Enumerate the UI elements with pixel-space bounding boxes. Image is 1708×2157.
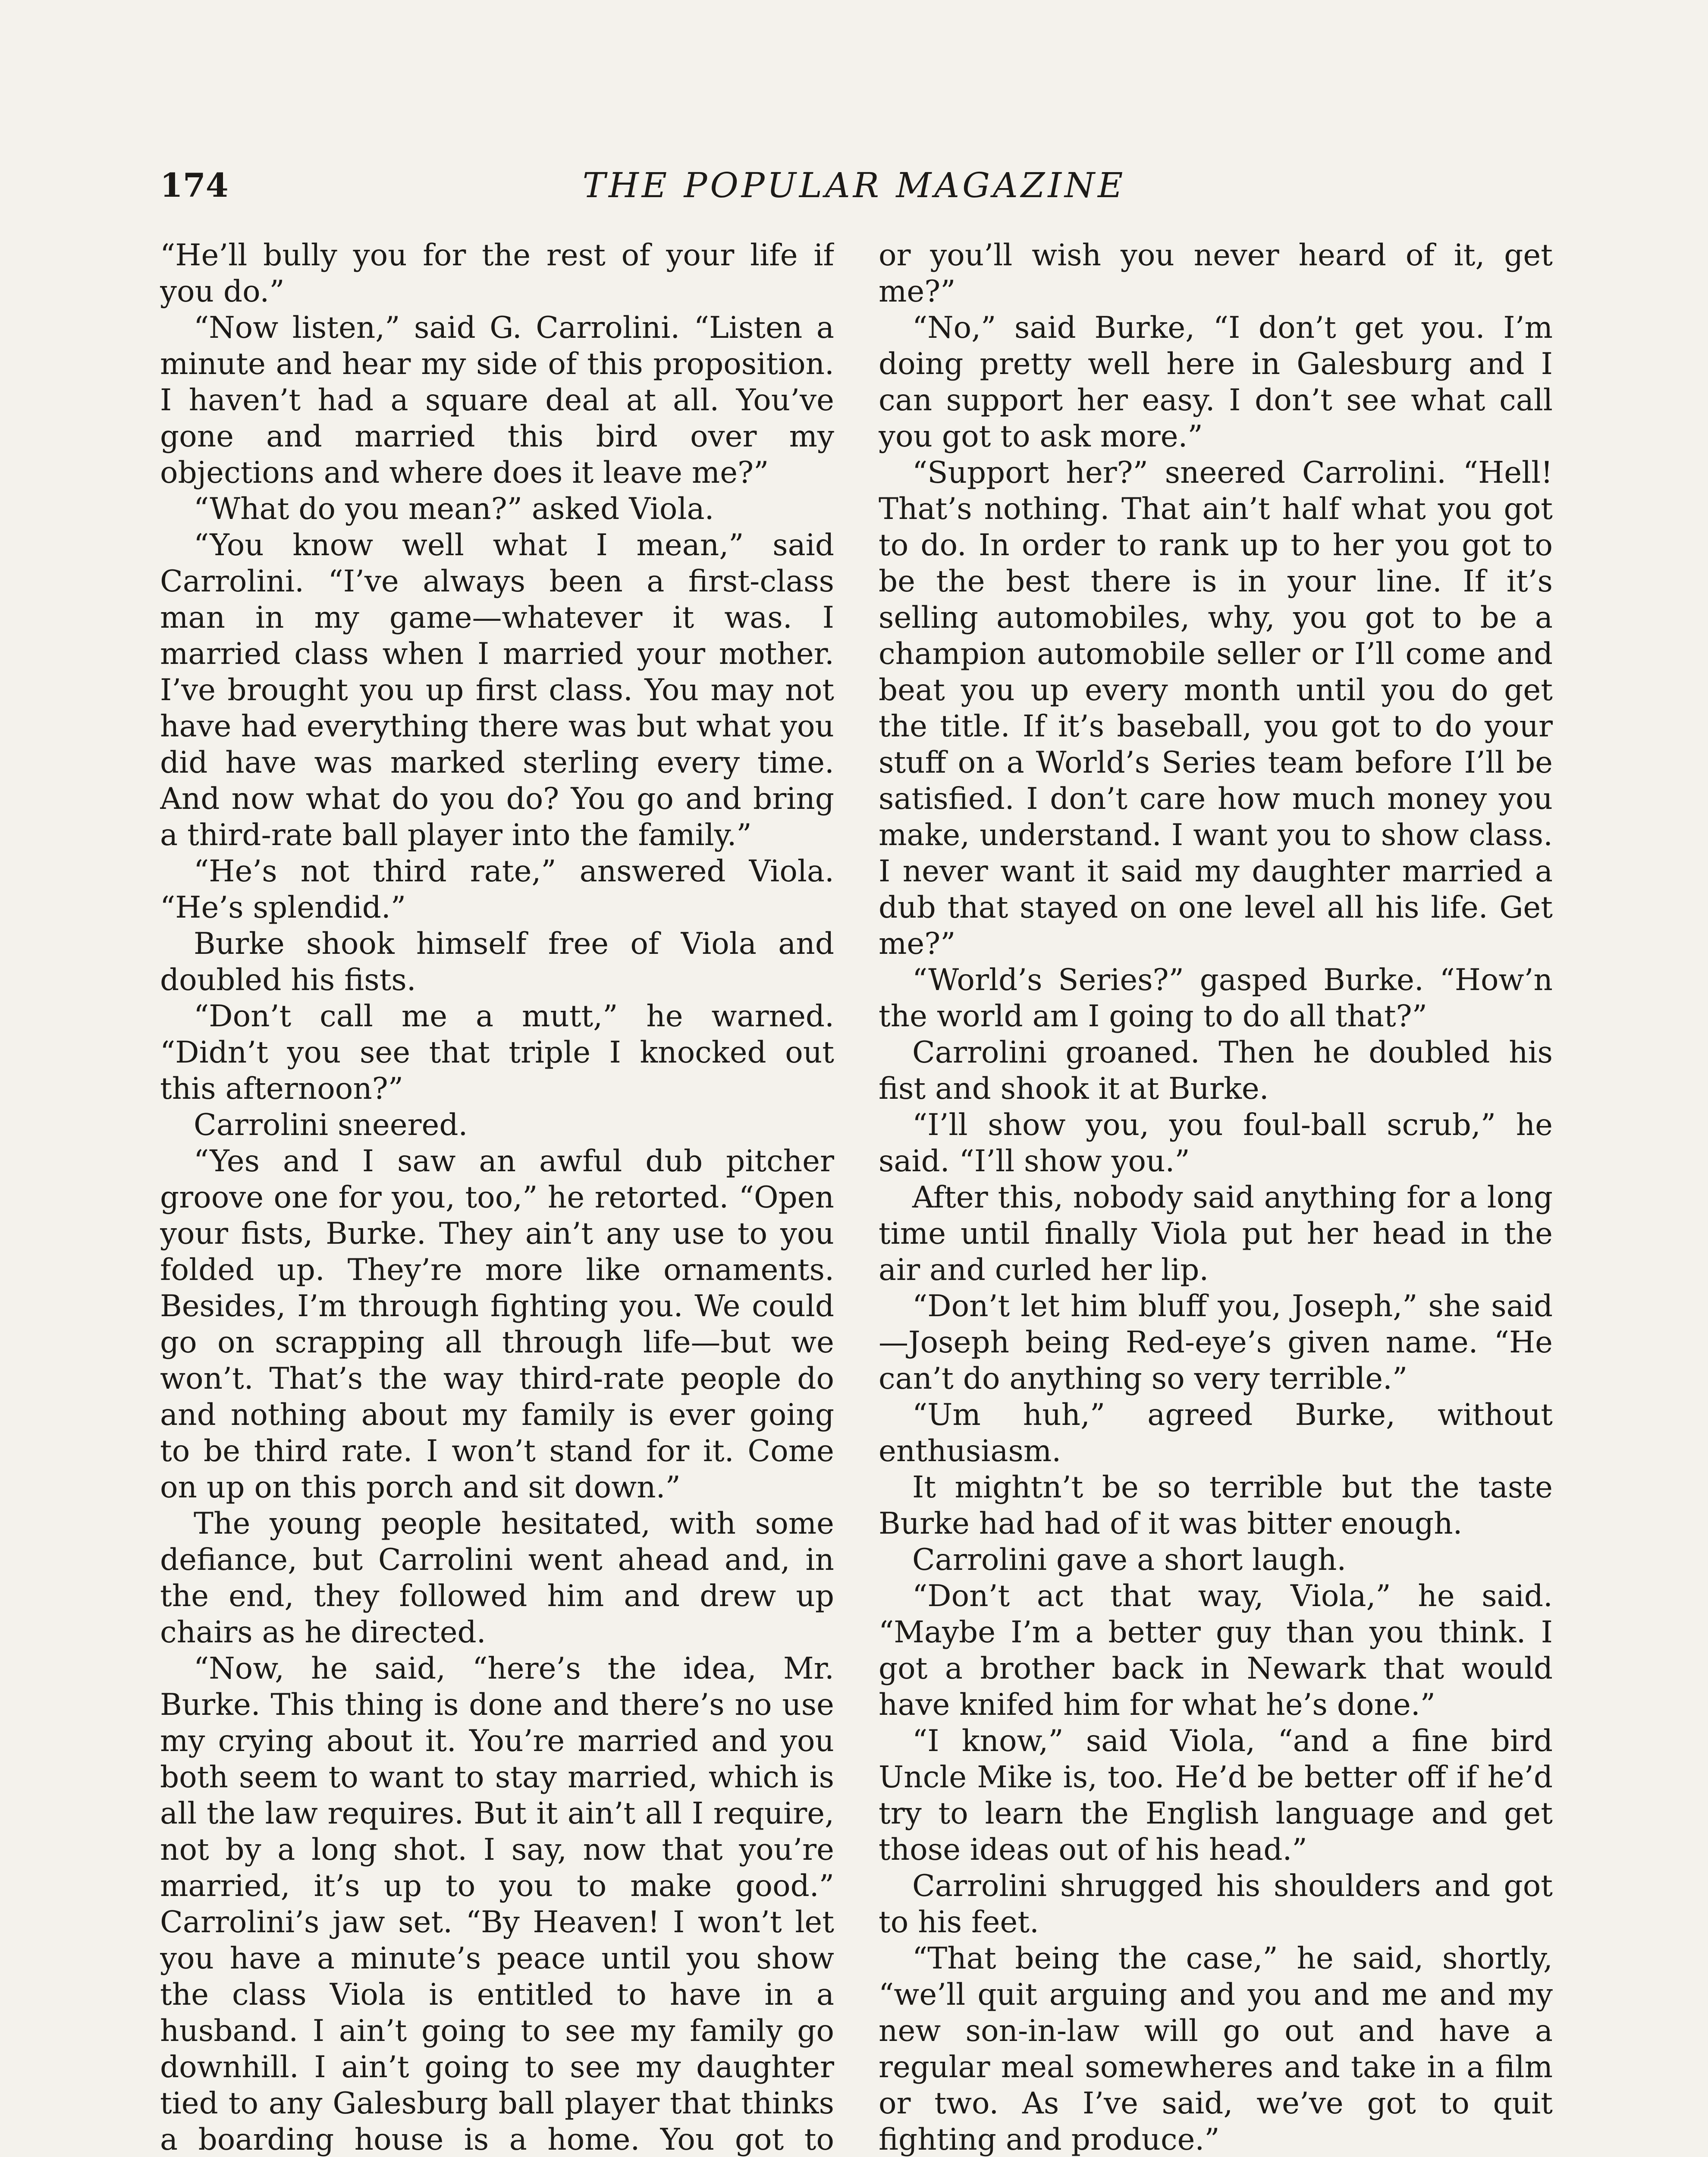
right-column xyxy=(879,237,1553,2157)
paragraph: Carrolini groaned. Then he doubled his fist and shook it at Burke. xyxy=(879,1035,1553,1106)
paragraph: “I’ll show you, you foul-ball scrub,” he said. “I’ll show you.” xyxy=(879,1108,1553,1179)
paragraph: “World’s Series?” gasped Burke. “How’n the world am I going to do all that?” xyxy=(879,963,1553,1034)
paragraph: “You know well what I mean,” said Carrolini. “I’ve always been a first-class man in my game—whatever it was. I married class when I married your mother. I’ve brought you up first class. You may not have had everything there was but what you did have was marked sterling every time. And now what do you do? You go and bring a third-rate ball player into the family.” xyxy=(160,528,834,852)
paragraph: “No,” said Burke, “I don’t get you. I’m doing pretty well here in Galesburg and I can support her easy. I don’t see what call you got to ask more.” xyxy=(879,311,1553,454)
paragraph: “Don’t let him bluff you, Joseph,” she said—Joseph being Red-eye’s given name. “He can’t do anything so very terrible.” xyxy=(879,1289,1553,1396)
magazine-title: THE POPULAR MAGAZINE xyxy=(582,165,1126,205)
paragraph: “Um huh,” agreed Burke, without enthusiasm. xyxy=(879,1398,1553,1468)
paragraph: “Now, he said, “here’s the idea, Mr. Burke. This thing is done and there’s no use my crying about it. You’re married and you both seem to want to stay married, which is all the law requires. But it ain’t all I require, not by a long shot. I say, now that you’re married, it’s up to you to make good.” Carrolini’s jaw set. “By Heaven! I won’t let you have a minute’s peace until you show the class Viola is entitled to have in a husband. I ain’t going to see my family go downhill. I ain’t going to see my daughter tied to any Galesburg ball player that thinks a boarding house is a home. You got to xyxy=(160,1651,834,2157)
paragraph: “Support her?” sneered Carrolini. “Hell! That’s nothing. That ain’t half what you got to do. In order to rank up to her you got to be the best there is in your line. If it’s selling automobiles, why, you got to be a champion automobile seller or I’ll come and beat you up every month until you do get the title. If it’s baseball, you got to do your stuff on a World’s Series team before I’ll be satisfied. I don’t care how much money you make, understand. I want you to show class. I never want it said my daughter married a dub that stayed on one level all his life. Get me?” xyxy=(879,456,1553,961)
paragraph: “That being the case,” he said, shortly, “we’ll quit arguing and you and me and my new son-in-law will go out and have a regular meal somewheres and take in a film or two. As I’ve said, we’ve got to quit fighting and produce.” xyxy=(879,1941,1553,2157)
paragraph: “I know,” said Viola, “and a fine bird Uncle Mike is, too. He’d be better off if he’d try to learn the English language and get those ideas out of his head.” xyxy=(879,1724,1553,1867)
paragraph: The young people hesitated, with some defiance, but Carrolini went ahead and, in the end, they followed him and drew up chairs as he directed. xyxy=(160,1506,834,1650)
paragraph: “Now listen,” said G. Carrolini. “Listen a minute and hear my side of this proposition. I haven’t had a square deal at all. You’ve gone and married this bird over my objections and where does it leave me?” xyxy=(160,311,834,490)
paragraph: “Don’t call me a mutt,” he warned. “Didn’t you see that triple I knocked out this afternoon?” xyxy=(160,999,834,1106)
paragraph: Carrolini gave a short laugh. xyxy=(912,1543,1347,1577)
page-number: 174 xyxy=(160,166,229,204)
paragraph: “Don’t act that way, Viola,” he said. “Maybe I’m a better guy than you think. I got a brother back in Newark that would have knifed him for what he’s done.” xyxy=(879,1579,1553,1722)
paragraph: “Yes and I saw an awful dub pitcher groove one for you, too,” he retorted. “Open your fists, Burke. They ain’t any use to you folded up. They’re more like ornaments. Besides, I’m through fighting you. We could go on scrapping all through life—but we won’t. That’s the way third-rate people do and nothing about my family is ever going to be third rate. I won’t stand for it. Come on up on this porch and sit down.” xyxy=(160,1144,834,1505)
paragraph: It mightn’t be so terrible but the taste Burke had had of it was bitter enough. xyxy=(879,1470,1553,1541)
paragraph: After this, nobody said anything for a long time until finally Viola put her head in the air and curled her lip. xyxy=(879,1180,1553,1287)
paragraph: “What do you mean?” asked Viola. xyxy=(194,492,714,526)
paragraph: “He’ll bully you for the rest of your life if you do.” xyxy=(160,238,834,309)
left-column xyxy=(160,237,834,2157)
page-header xyxy=(160,157,1548,214)
paragraph: Carrolini shrugged his shoulders and got to his feet. xyxy=(879,1869,1553,1940)
paragraph: “He’s not third rate,” answered Viola. “He’s splendid.” xyxy=(160,854,834,925)
paragraph: Carrolini sneered. xyxy=(194,1108,468,1142)
paragraph: Burke shook himself free of Viola and doubled his fists. xyxy=(160,927,834,997)
paragraph: or you’ll wish you never heard of it, get me?” xyxy=(879,238,1553,309)
